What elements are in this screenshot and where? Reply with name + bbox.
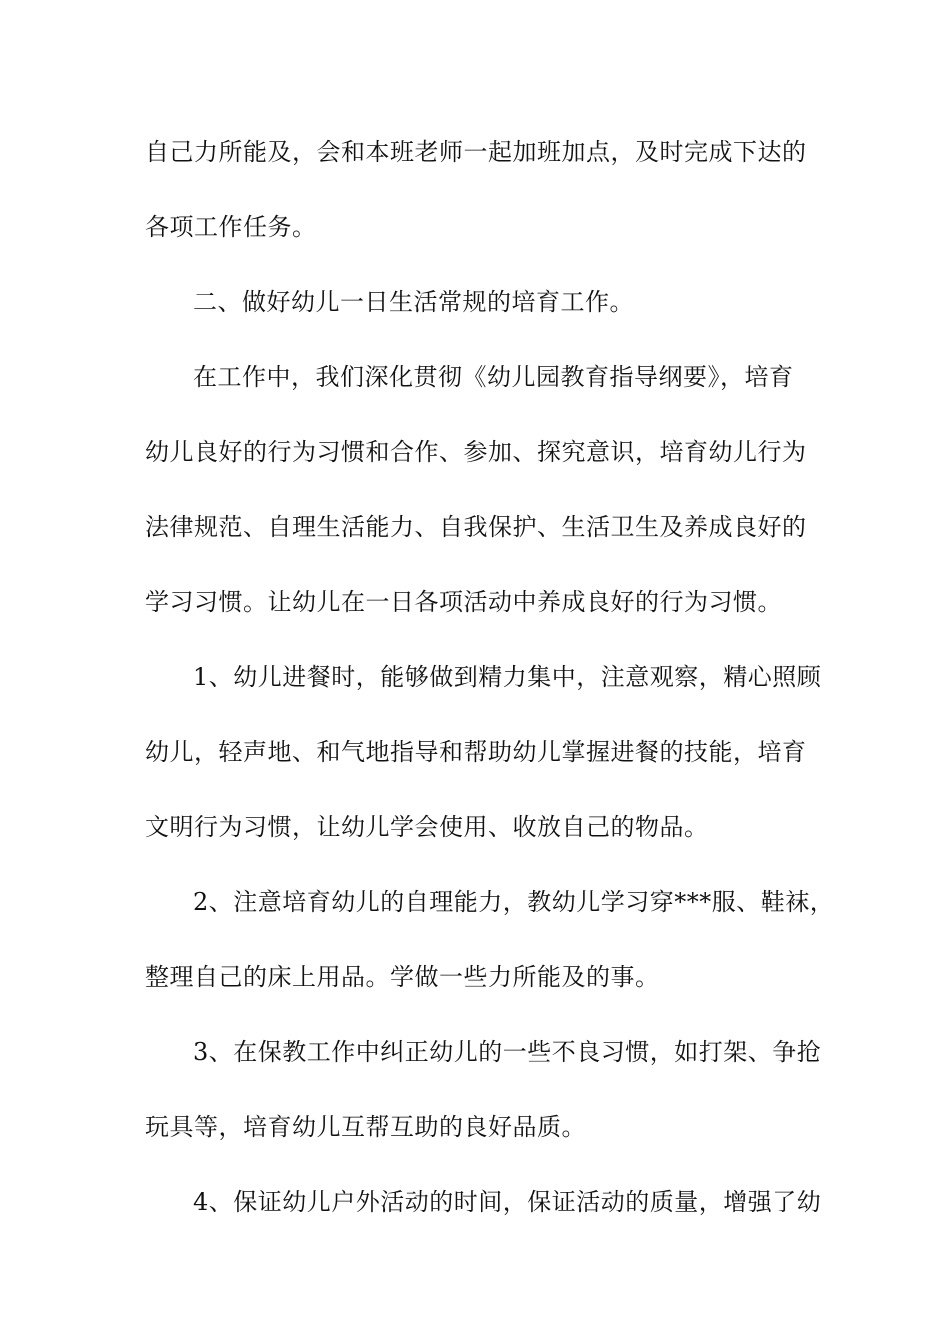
text-line: 整理自己的床上用品。学做一些力所能及的事。 <box>145 963 660 991</box>
text-line: 3、在保教工作中纠正幼儿的一些不良习惯，如打架、争抢 <box>193 1038 822 1066</box>
text-line: 学习习惯。让幼儿在一日各项活动中养成良好的行为习惯。 <box>145 588 782 616</box>
text-line: 在工作中，我们深化贯彻《幼儿园教育指导纲要》，培育 <box>193 363 794 391</box>
text-line: 1、幼儿进餐时，能够做到精力集中，注意观察，精心照顾 <box>193 663 822 691</box>
text-line: 文明行为习惯，让幼儿学会使用、收放自己的物品。 <box>145 813 709 841</box>
text-line: 法律规范、自理生活能力、自我保护、生活卫生及养成良好的 <box>145 513 807 541</box>
text-line: 自己力所能及，会和本班老师一起加班加点，及时完成下达的 <box>145 138 807 166</box>
text-line: 玩具等，培育幼儿互帮互助的良好品质。 <box>145 1113 586 1141</box>
text-line: 2、注意培育幼儿的自理能力，教幼儿学习穿***服、鞋袜， <box>193 888 835 916</box>
text-line: 各项工作任务。 <box>145 213 317 241</box>
text-line: 幼儿，轻声地、和气地指导和帮助幼儿掌握进餐的技能，培育 <box>145 738 807 766</box>
text-line: 4、保证幼儿户外活动的时间，保证活动的质量，增强了幼 <box>193 1188 822 1216</box>
section-heading: 二、做好幼儿一日生活常规的培育工作。 <box>193 288 634 316</box>
text-line: 幼儿良好的行为习惯和合作、参加、探究意识，培育幼儿行为 <box>145 438 807 466</box>
